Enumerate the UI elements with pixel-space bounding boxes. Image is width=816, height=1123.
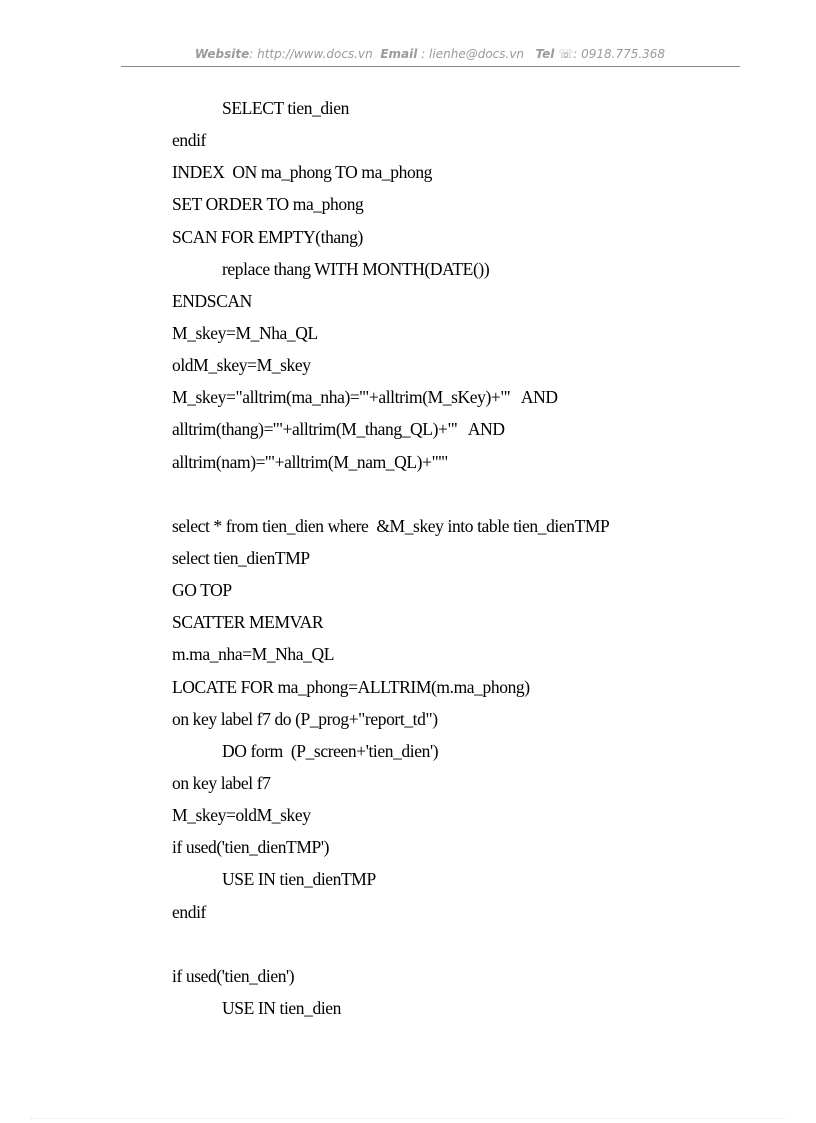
code-line: LOCATE FOR ma_phong=ALLTRIM(m.ma_phong) <box>172 676 530 697</box>
code-line: if used('tien_dienTMP') <box>172 837 330 858</box>
code-line: INDEX ON ma_phong TO ma_phong <box>172 162 433 183</box>
footer-divider <box>30 1118 786 1119</box>
email-value: : lienhe@docs.vn <box>421 47 525 61</box>
code-line: SCAN FOR EMPTY(thang) <box>172 226 363 247</box>
code-line: DO form (P_screen+'tien_dien') <box>222 740 439 761</box>
code-line: oldM_skey=M_skey <box>172 355 311 376</box>
code-line: alltrim(nam)='"+alltrim(M_nam_QL)+"'" <box>172 451 448 472</box>
code-line: M_skey="alltrim(ma_nha)='"+alltrim(M_sKey)+"' AND <box>172 387 558 408</box>
code-line: ENDSCAN <box>172 290 252 311</box>
code-line: if used('tien_dien') <box>172 965 295 986</box>
code-line: select * from tien_dien where &M_skey into table tien_dienTMP <box>172 515 610 536</box>
code-line: M_skey=M_Nha_QL <box>172 322 318 343</box>
code-line: SELECT tien_dien <box>222 98 349 118</box>
code-line: m.ma_nha=M_Nha_QL <box>172 644 334 665</box>
blank-line <box>172 931 772 963</box>
code-line: replace thang WITH MONTH(DATE()) <box>222 258 490 279</box>
email-label: Email <box>380 47 418 61</box>
page-header <box>120 47 740 61</box>
website-label: Website <box>194 47 250 61</box>
tel-label: Tel <box>535 47 555 61</box>
website-value: : http://www.docs.vn <box>249 47 373 61</box>
code-line: SCATTER MEMVAR <box>172 612 324 633</box>
phone-icon: ☏ <box>558 47 574 61</box>
blank-line <box>172 481 772 513</box>
header-divider <box>121 66 740 67</box>
code-line: select tien_dienTMP <box>172 547 310 568</box>
code-line: on key label f7 do (P_prog+"report_td") <box>172 708 438 729</box>
code-line: GO TOP <box>172 580 232 601</box>
tel-value: : 0918.775.368 <box>573 47 666 61</box>
code-line: SET ORDER TO ma_phong <box>172 194 364 215</box>
code-line: USE IN tien_dien <box>222 997 341 1018</box>
code-line: alltrim(thang)='"+alltrim(M_thang_QL)+"' AND <box>172 419 505 440</box>
code-line: M_skey=oldM_skey <box>172 805 311 826</box>
code-line: on key label f7 <box>172 772 271 793</box>
code-listing <box>172 95 772 1027</box>
code-line: endif <box>172 130 206 151</box>
code-line: USE IN tien_dienTMP <box>222 869 376 890</box>
code-line: endif <box>172 901 206 922</box>
